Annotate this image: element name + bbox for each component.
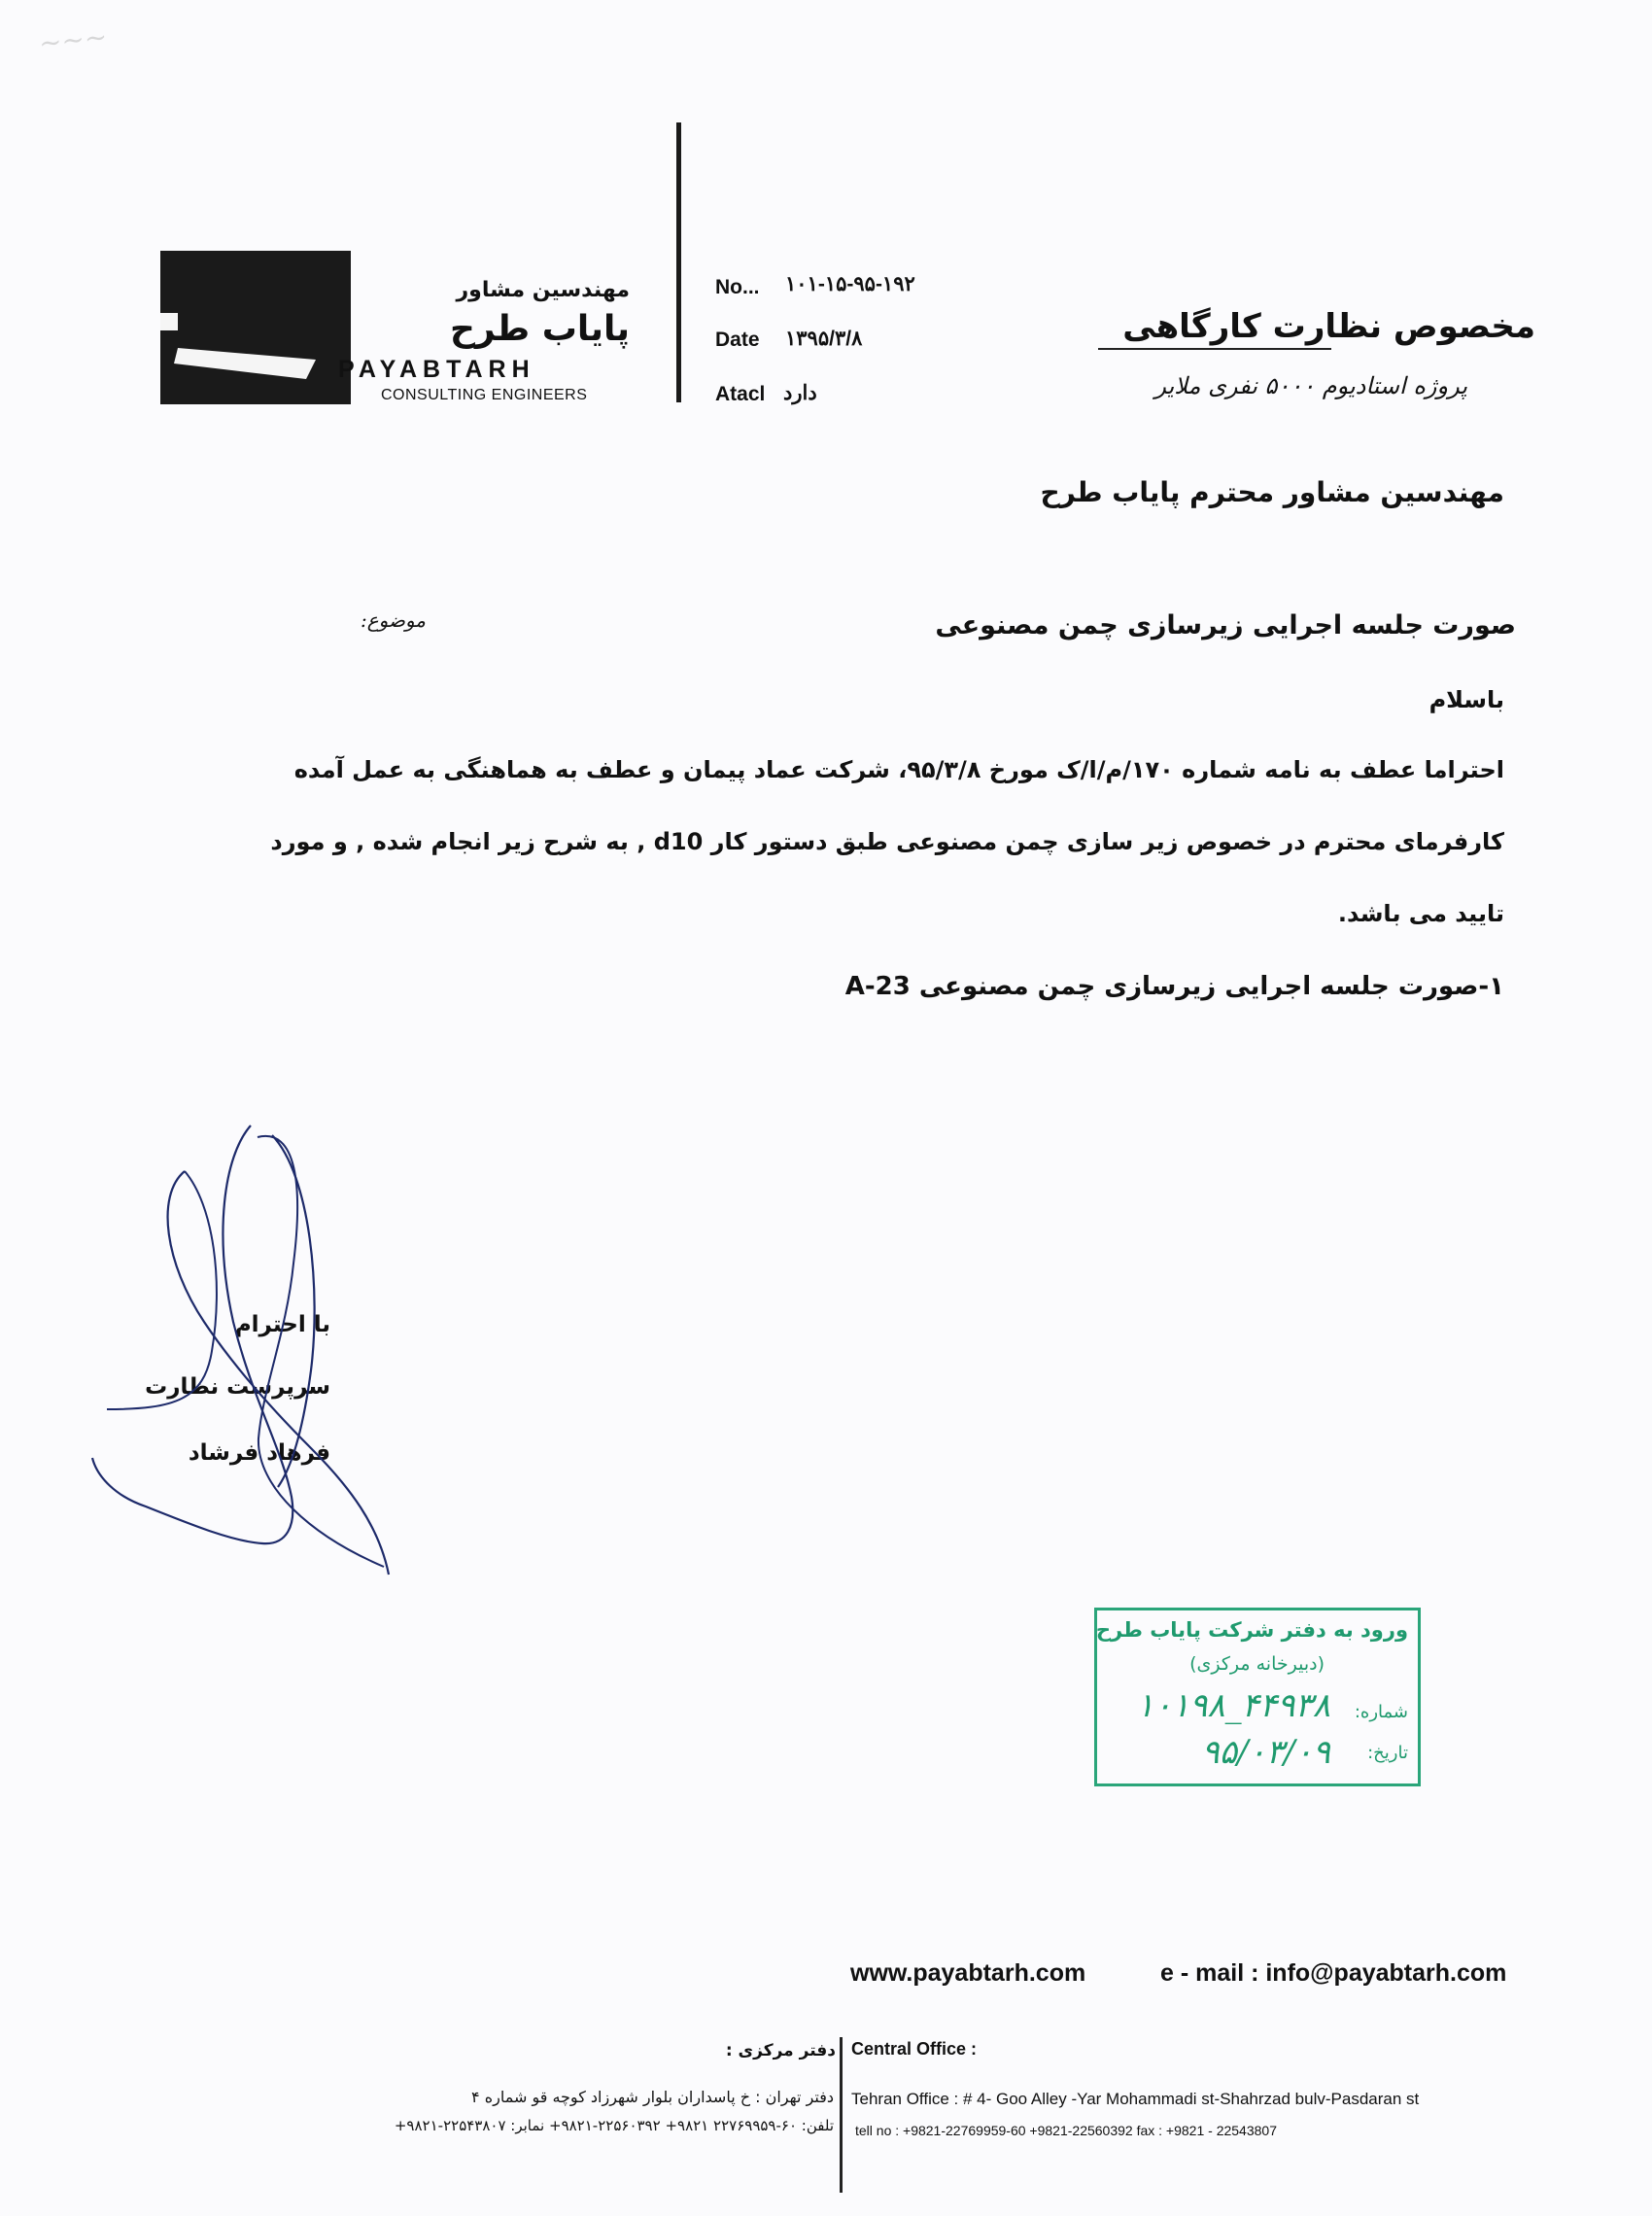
address-fa: دفتر تهران : خ پاسداران بلوار شهرزاد کوچه قو شماره ۴ xyxy=(471,2088,834,2106)
special-title-underline xyxy=(1098,348,1331,350)
phone-en: tell no : +9821-22769959-60 +9821-22560392 fax : +9821 - 22543807 xyxy=(855,2123,1277,2138)
list-item-1: ۱-صورت جلسه اجرایی زیرسازی چمن مصنوعی A-23 xyxy=(844,972,1504,1001)
phone-fa: تلفن: ۶۰-۲۲۷۶۹۹۵۹ ۹۸۲۱+ ۲۲۵۶۰۳۹۲-۹۸۲۱+ نمابر: ۲۲۵۴۳۸۰۷-۹۸۲۱+ xyxy=(394,2117,834,2134)
attachment-label: Atacl xyxy=(715,383,766,405)
stamp-number-label: شماره: xyxy=(1354,1702,1408,1722)
firm-name-fa-large: پایاب طرح xyxy=(449,309,630,349)
closing-title: سرپرست نظارت xyxy=(145,1374,330,1400)
firm-name-fa-small: مهندسین مشاور xyxy=(456,278,630,302)
firm-name-en: PAYABTARH xyxy=(338,356,535,383)
scan-mark: ~~~ xyxy=(37,20,109,60)
header-divider xyxy=(676,122,681,402)
received-stamp xyxy=(1094,1608,1421,1786)
project-name: پروژه استادیوم ۵۰۰۰ نفری ملایر xyxy=(1154,372,1467,399)
body-line-3: تایید می باشد. xyxy=(1337,900,1504,927)
payabtarh-logo xyxy=(160,251,351,404)
subject-text: صورت جلسه اجرایی زیرسازی چمن مصنوعی xyxy=(935,610,1516,641)
salutation: مهندسین مشاور محترم پایاب طرح xyxy=(1040,476,1504,508)
letter-number-label: No... xyxy=(715,276,760,298)
subject-label: موضوع: xyxy=(360,608,426,632)
letter-number-value: ۱۰۱-۱۵-۹۵-۱۹۲ xyxy=(785,273,915,295)
attachment-value: دارد xyxy=(783,382,817,404)
closing-regards: با احترام xyxy=(234,1312,330,1337)
central-office-en: Central Office : xyxy=(851,2039,978,2059)
address-en: Tehran Office : # 4- Goo Alley -Yar Mohammadi st-Shahrzad bulv-Pasdaran st xyxy=(851,2090,1420,2108)
central-office-fa: دفتر مرکزی : xyxy=(725,2041,836,2060)
body-line-1: احتراما عطف به نامه شماره ۱۷۰/م/ا/ک مورخ ۹۵/۳/۸، شرکت عماد پیمان و عطف به هماهنگی به عمل آمده xyxy=(293,756,1504,783)
footer-divider xyxy=(840,2037,843,2193)
stamp-date-value: ۹۵/۰۳/۰۹ xyxy=(1201,1733,1330,1772)
greeting: باسلام xyxy=(1428,686,1504,713)
letter-date-label: Date xyxy=(715,329,760,351)
website-link: www.payabtarh.com xyxy=(850,1959,1086,1987)
signature-scribble xyxy=(87,1118,437,1584)
firm-name-en-sub: CONSULTING ENGINEERS xyxy=(381,387,588,403)
closing-name: فرهاد فرشاد xyxy=(188,1440,330,1466)
stamp-date-label: تاریخ: xyxy=(1367,1743,1408,1763)
stamp-title: ورود به دفتر شرکت پایاب طرح xyxy=(1095,1618,1408,1642)
body-line-2: کارفرمای محترم در خصوص زیر سازی چمن مصنوعی طبق دستور کار d10 , به شرح زیر انجام شده , و مورد xyxy=(270,828,1504,855)
letter-date-value: ۱۳۹۵/۳/۸ xyxy=(785,328,863,350)
special-title: مخصوص نظارت کارگاهی xyxy=(1122,307,1535,346)
stamp-subtitle: (دبیرخانه مرکزی) xyxy=(1189,1653,1325,1675)
email-link: e - mail : info@payabtarh.com xyxy=(1160,1959,1507,1987)
stamp-number-value: ۱۰۱۹۸_۴۴۹۳۸ xyxy=(1136,1686,1330,1725)
